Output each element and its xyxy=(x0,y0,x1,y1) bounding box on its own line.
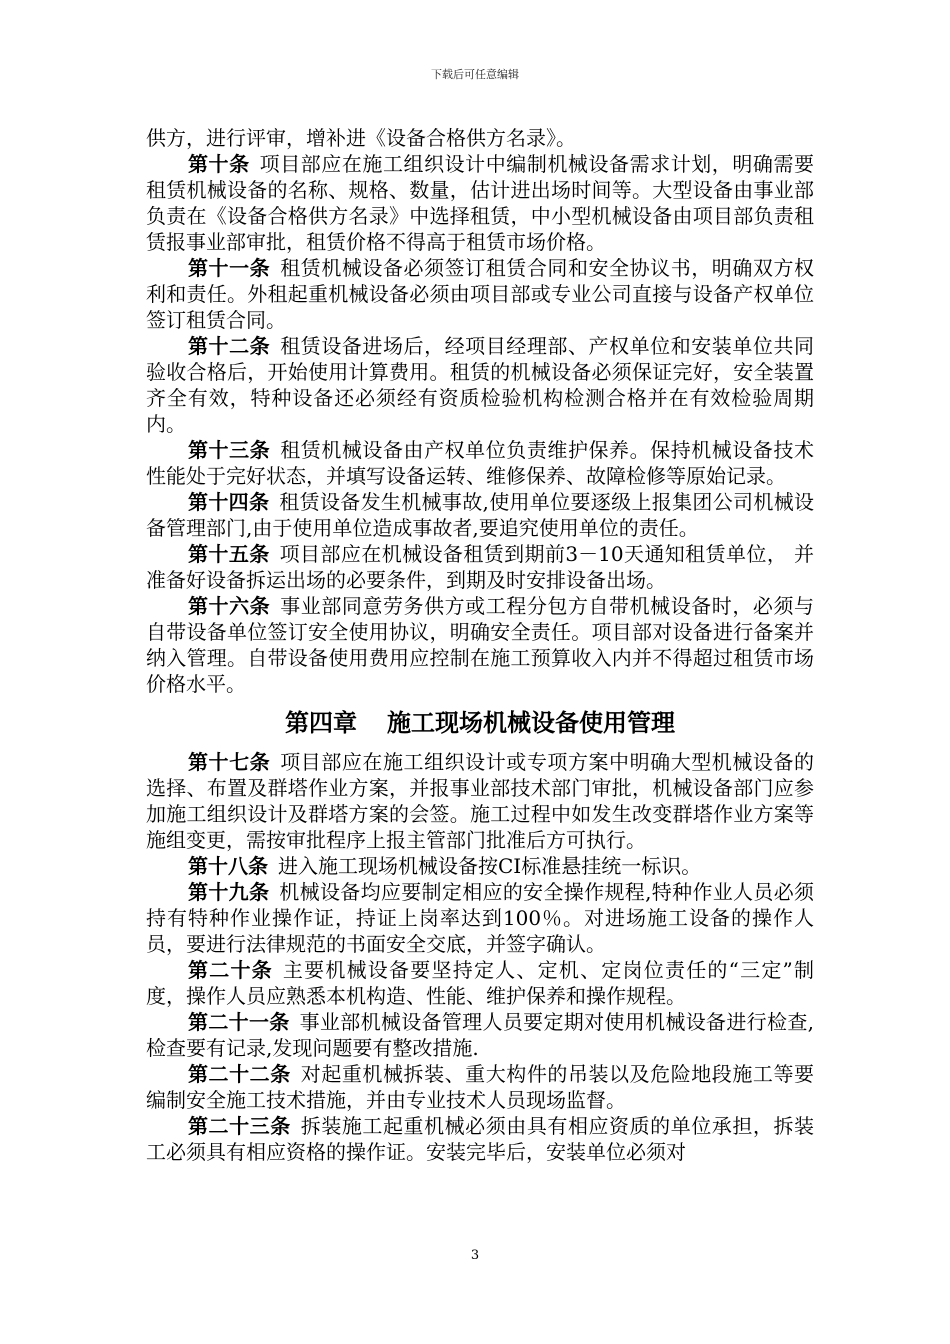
chapter-heading xyxy=(146,705,814,741)
chapter-title: 施工现场机械设备使用管理 xyxy=(387,709,675,737)
article-text: 租赁机械设备必须签订租赁合同和安全协议书，明确双方权利和责任。外租起重机械设备必须由项目部或专业公司直接与设备产权单位签订租赁合同。 xyxy=(146,256,815,332)
article-paragraph xyxy=(146,1009,814,1061)
article-paragraph xyxy=(146,333,814,437)
article-number: 第十九条 xyxy=(188,880,270,904)
article-text: 机械设备均应要制定相应的安全操作规程,特种作业人员必须持有特种作业操作证，持证上岗率达到100％。对进场施工设备的操作人员，要进行法律规范的书面安全交底，并签字确认。 xyxy=(146,880,815,956)
article-text: 项目部应在施工组织设计中编制机械设备需求计划，明确需要租赁机械设备的名称、规格、数量，估计进出场时间等。大型设备由事业部负责在《设备合格供方名录》中选择租赁，中小型机械设备由项目部负责租赁报事业部审批，租赁价格不得高于租赁市场价格。 xyxy=(146,152,815,254)
article-paragraph xyxy=(146,853,814,879)
article-number: 第十一条 xyxy=(188,256,271,280)
article-paragraph xyxy=(146,879,814,957)
article-paragraph xyxy=(146,437,814,489)
article-text: 项目部应在机械设备租赁到期前3－10天通知租赁单位， 并准备好设备拆运出场的必要条件，到期及时安排设备出场。 xyxy=(146,542,815,592)
paragraph xyxy=(146,125,814,151)
article-paragraph xyxy=(146,255,814,333)
article-paragraph xyxy=(146,749,814,853)
article-paragraph xyxy=(146,1061,814,1113)
paragraph-text: 供方，进行评审，增补进《设备合格供方名录》。 xyxy=(146,126,576,150)
article-number: 第十三条 xyxy=(188,438,271,462)
article-paragraph xyxy=(146,489,814,541)
chapter-number: 第四章 xyxy=(285,709,357,737)
article-number: 第十八条 xyxy=(188,854,268,878)
page-number: 3 xyxy=(470,1248,480,1263)
article-paragraph xyxy=(146,593,814,697)
page-header: 下载后可任意编辑 xyxy=(431,68,519,81)
article-paragraph xyxy=(146,1113,814,1165)
article-number: 第十二条 xyxy=(188,334,271,358)
article-number: 第十四条 xyxy=(188,490,270,514)
article-text: 事业部机械设备管理人员要定期对使用机械设备进行检查,检查要有记录,发现问题要有整改措施. xyxy=(146,1010,815,1060)
article-text: 租赁设备发生机械事故,使用单位要逐级上报集团公司机械设备管理部门,由于使用单位造成事故者,要追究使用单位的责任。 xyxy=(146,490,815,540)
article-number: 第十五条 xyxy=(188,542,270,566)
article-number: 第二十一条 xyxy=(188,1010,290,1034)
article-number: 第十条 xyxy=(188,152,250,176)
article-paragraph xyxy=(146,151,814,255)
article-paragraph xyxy=(146,541,814,593)
article-number: 第二十三条 xyxy=(188,1114,291,1138)
article-text: 租赁设备进场后，经项目经理部、产权单位和安装单位共同验收合格后，开始使用计算费用。租赁的机械设备必须保证完好，安全装置齐全有效，特种设备还必须经有资质检验机构检测合格并在有效检验周期内。 xyxy=(146,334,815,436)
article-number: 第二十条 xyxy=(188,958,273,982)
article-text: 主要机械设备要坚持定人、定机、定岗位责任的“三定”制度，操作人员应熟悉本机构造、性能、维护保养和操作规程。 xyxy=(146,958,814,1008)
article-text: 对起重机械拆装、重大构件的吊装以及危险地段施工等要编制安全施工技术措施，并由专业技术人员现场监督。 xyxy=(146,1062,815,1112)
article-text: 事业部同意劳务供方或工程分包方自带机械设备时，必须与自带设备单位签订安全使用协议，明确安全责任。项目部对设备进行备案并纳入管理。自带设备使用费用应控制在施工预算收入内并不得超过租赁市场价格水平。 xyxy=(146,594,815,696)
article-text: 租赁机械设备由产权单位负责维护保养。保持机械设备技术性能处于完好状态，并填写设备运转、维修保养、故障检修等原始记录。 xyxy=(146,438,815,488)
article-number: 第二十二条 xyxy=(188,1062,291,1086)
article-paragraph xyxy=(146,957,814,1009)
article-number: 第十七条 xyxy=(188,750,271,774)
article-text: 项目部应在施工组织设计或专项方案中明确大型机械设备的选择、布置及群塔作业方案，并报事业部技术部门审批，机械设备部门应参加施工组织设计及群塔方案的会签。施工过程中如发生改变群塔作业方案等施组变更，需按审批程序上报主管部门批准后方可执行。 xyxy=(146,750,815,852)
article-text: 进入施工现场机械设备按CI标准悬挂统一标识。 xyxy=(278,854,702,878)
document-body xyxy=(146,125,814,1165)
article-text: 拆装施工起重机械必须由具有相应资质的单位承担，拆装工必须具有相应资格的操作证。安装完毕后，安装单位必须对 xyxy=(146,1114,815,1164)
article-number: 第十六条 xyxy=(188,594,271,618)
